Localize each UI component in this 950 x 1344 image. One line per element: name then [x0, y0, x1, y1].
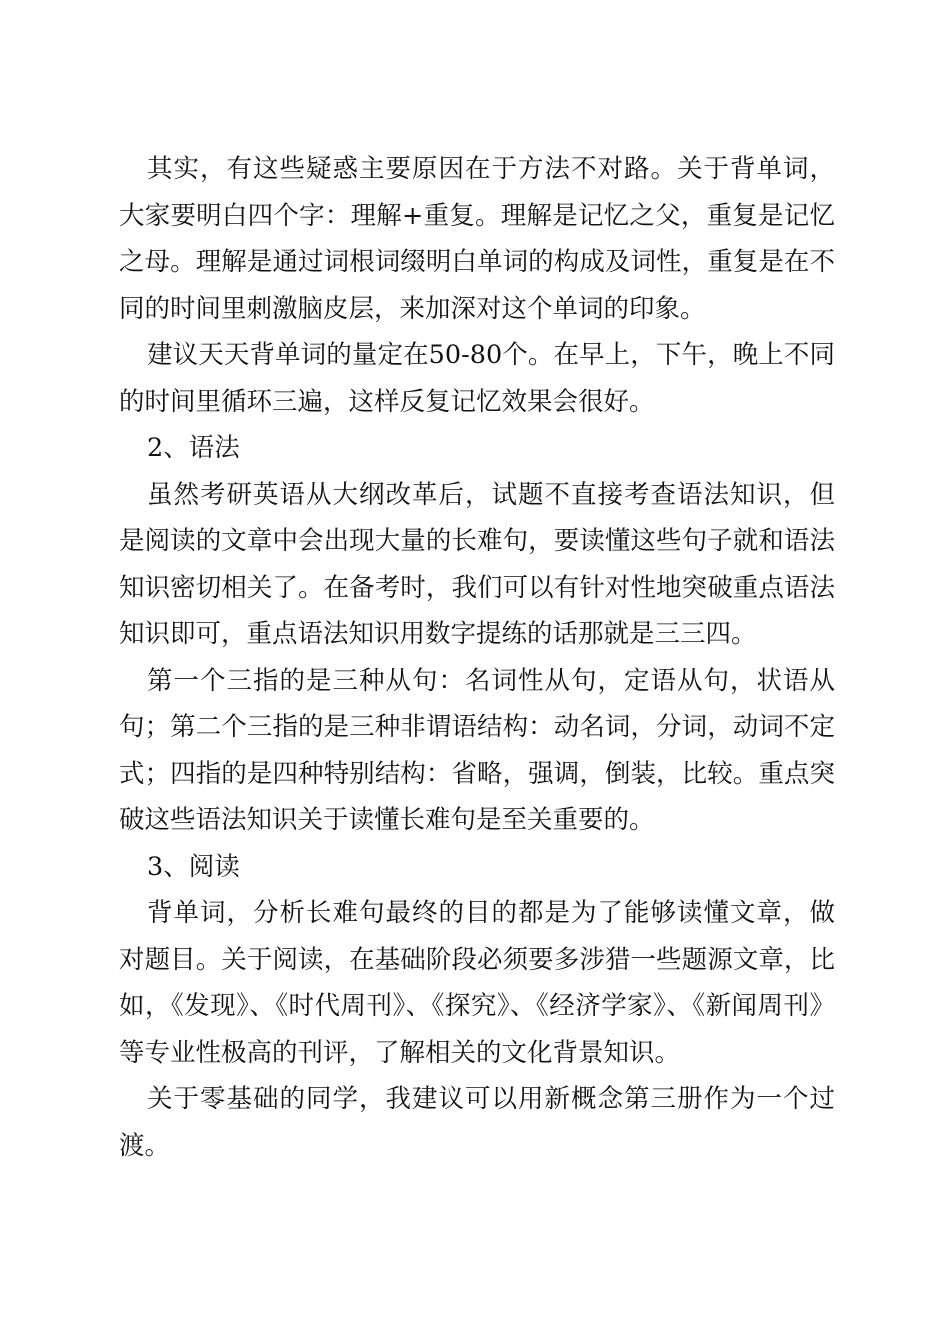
paragraph-grammar-detail: 第一个三指的是三种从句：名词性从句，定语从句，状语从句；第二个三指的是三种非谓语结构：动名词，分词，动词不定式；四指的是四种特别结构：省略，强调，倒装，比较。重点突破这些语法知识关于读懂长难句是至关重要的。 [119, 665, 835, 835]
paragraph-vocab-quantity: 建议天天背单词的量定在50-80个。在早上，下午，晚上不同的时间里循环三遍，这样反复记忆效果会很好。 [119, 340, 835, 417]
paragraph-reading-intro: 背单词，分析长难句最终的目的都是为了能够读懂文章，做对题目。关于阅读，在基础阶段必须要多涉猎一些题源文章，比如，《发现》、《时代周刊》、《探究》、《经济学家》、《新闻周刊》等专业性极高的刊评，了解相关的文化背景知识。 [119, 898, 835, 1068]
document-body [119, 146, 835, 1169]
paragraph-grammar-intro: 虽然考研英语从大纲改革后，试题不直接考查语法知识，但是阅读的文章中会出现大量的长难句，要读懂这些句子就和语法知识密切相关了。在备考时，我们可以有针对性地突破重点语法知识即可，重点语法知识用数字提练的话那就是三三四。 [119, 479, 835, 649]
paragraph-vocab-method: 其实，有这些疑惑主要原因在于方法不对路。关于背单词，大家要明白四个字：理解+重复。理解是记忆之父，重复是记忆之母。理解是通过词根词缀明白单词的构成及词性，重复是在不同的时间里刺激脑皮层，来加深对这个单词的印象。 [119, 154, 835, 324]
paragraph-reading-beginner: 关于零基础的同学，我建议可以用新概念第三册作为一个过渡。 [119, 1084, 835, 1161]
section-heading-grammar: 2、语法 [147, 433, 240, 463]
section-heading-reading: 3、阅读 [147, 851, 240, 882]
